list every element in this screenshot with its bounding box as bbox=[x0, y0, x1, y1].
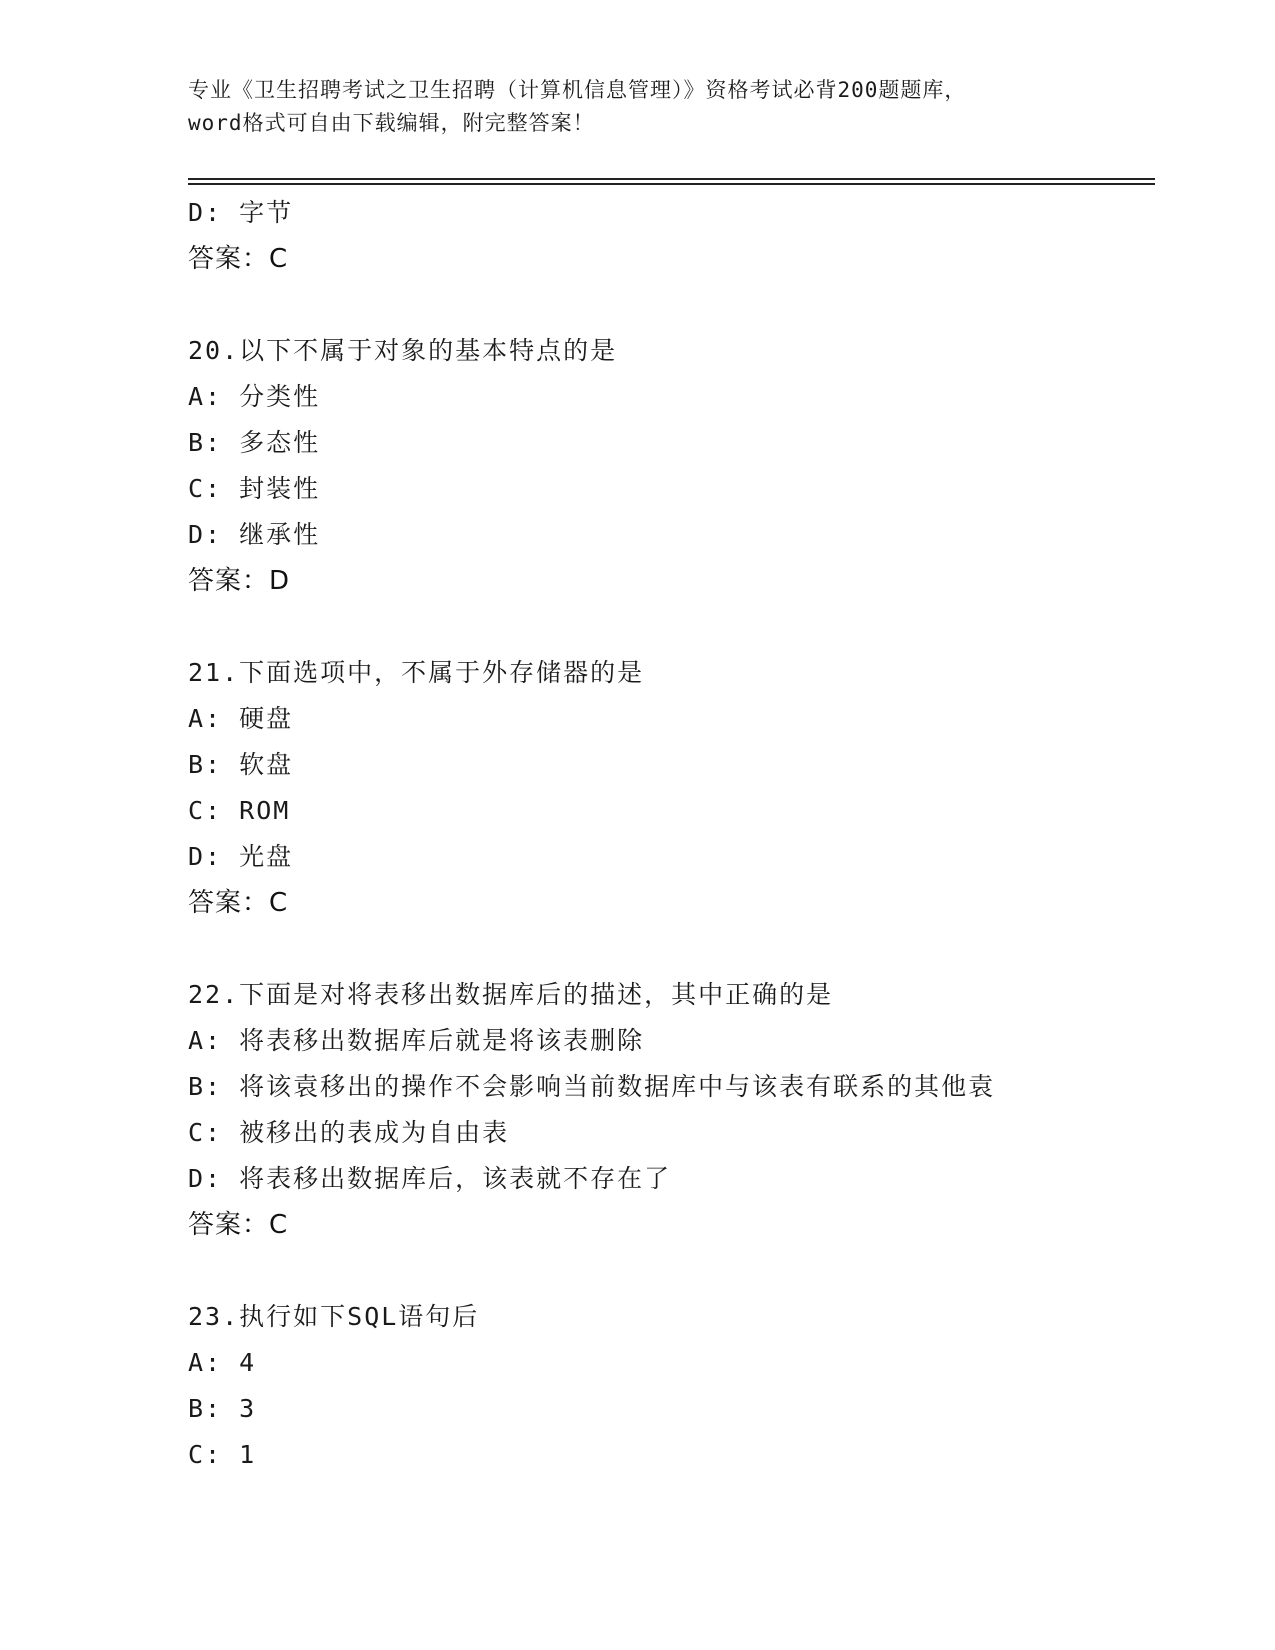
option-a: A: 分类性 bbox=[188, 382, 321, 411]
document-header bbox=[188, 74, 1088, 140]
option-b: B: 3 bbox=[188, 1394, 257, 1423]
header-title-line-1: 专业《卫生招聘考试之卫生招聘（计算机信息管理）》资格考试必背200题题库， bbox=[188, 78, 967, 102]
question-23 bbox=[188, 1294, 1168, 1478]
option-b: B: 多态性 bbox=[188, 428, 321, 457]
option-a: A: 将表移出数据库后就是将该表删除 bbox=[188, 1026, 645, 1055]
option-d: D: 将表移出数据库后，该表就不存在了 bbox=[188, 1164, 672, 1193]
answer-line: 答案：C bbox=[188, 244, 289, 274]
header-title-line-2: word格式可自由下载编辑，附完整答案！ bbox=[188, 111, 595, 135]
option-d: D: 光盘 bbox=[188, 842, 294, 871]
option-a: A: 4 bbox=[188, 1348, 257, 1377]
answer-line: 答案：D bbox=[188, 566, 291, 596]
question-21 bbox=[188, 650, 1168, 926]
header-divider-top bbox=[188, 178, 1155, 180]
question-20 bbox=[188, 328, 1168, 604]
question-list bbox=[188, 190, 1168, 1478]
answer-line: 答案：C bbox=[188, 1210, 289, 1240]
question-stem: 22.下面是对将表移出数据库后的描述，其中正确的是 bbox=[188, 980, 834, 1009]
option-c: C: 1 bbox=[188, 1440, 257, 1469]
option-d: D: 继承性 bbox=[188, 520, 321, 549]
option-b: B: 将该袁移出的操作不会影响当前数据库中与该表有联系的其他袁 bbox=[188, 1072, 996, 1101]
question-22 bbox=[188, 972, 1168, 1248]
question-stem: 23.执行如下SQL语句后 bbox=[188, 1302, 480, 1331]
answer-line: 答案：C bbox=[188, 888, 289, 918]
header-divider-bottom bbox=[188, 183, 1155, 185]
option-c: C: 被移出的表成为自由表 bbox=[188, 1118, 510, 1147]
question-stem: 20.以下不属于对象的基本特点的是 bbox=[188, 336, 618, 365]
question-stem: 21.下面选项中，不属于外存储器的是 bbox=[188, 658, 645, 687]
option-b: B: 软盘 bbox=[188, 750, 294, 779]
option-c: C: ROM bbox=[188, 796, 291, 825]
option-d: D: 字节 bbox=[188, 198, 294, 227]
previous-question-tail bbox=[188, 190, 1168, 282]
option-c: C: 封装性 bbox=[188, 474, 321, 503]
option-a: A: 硬盘 bbox=[188, 704, 294, 733]
